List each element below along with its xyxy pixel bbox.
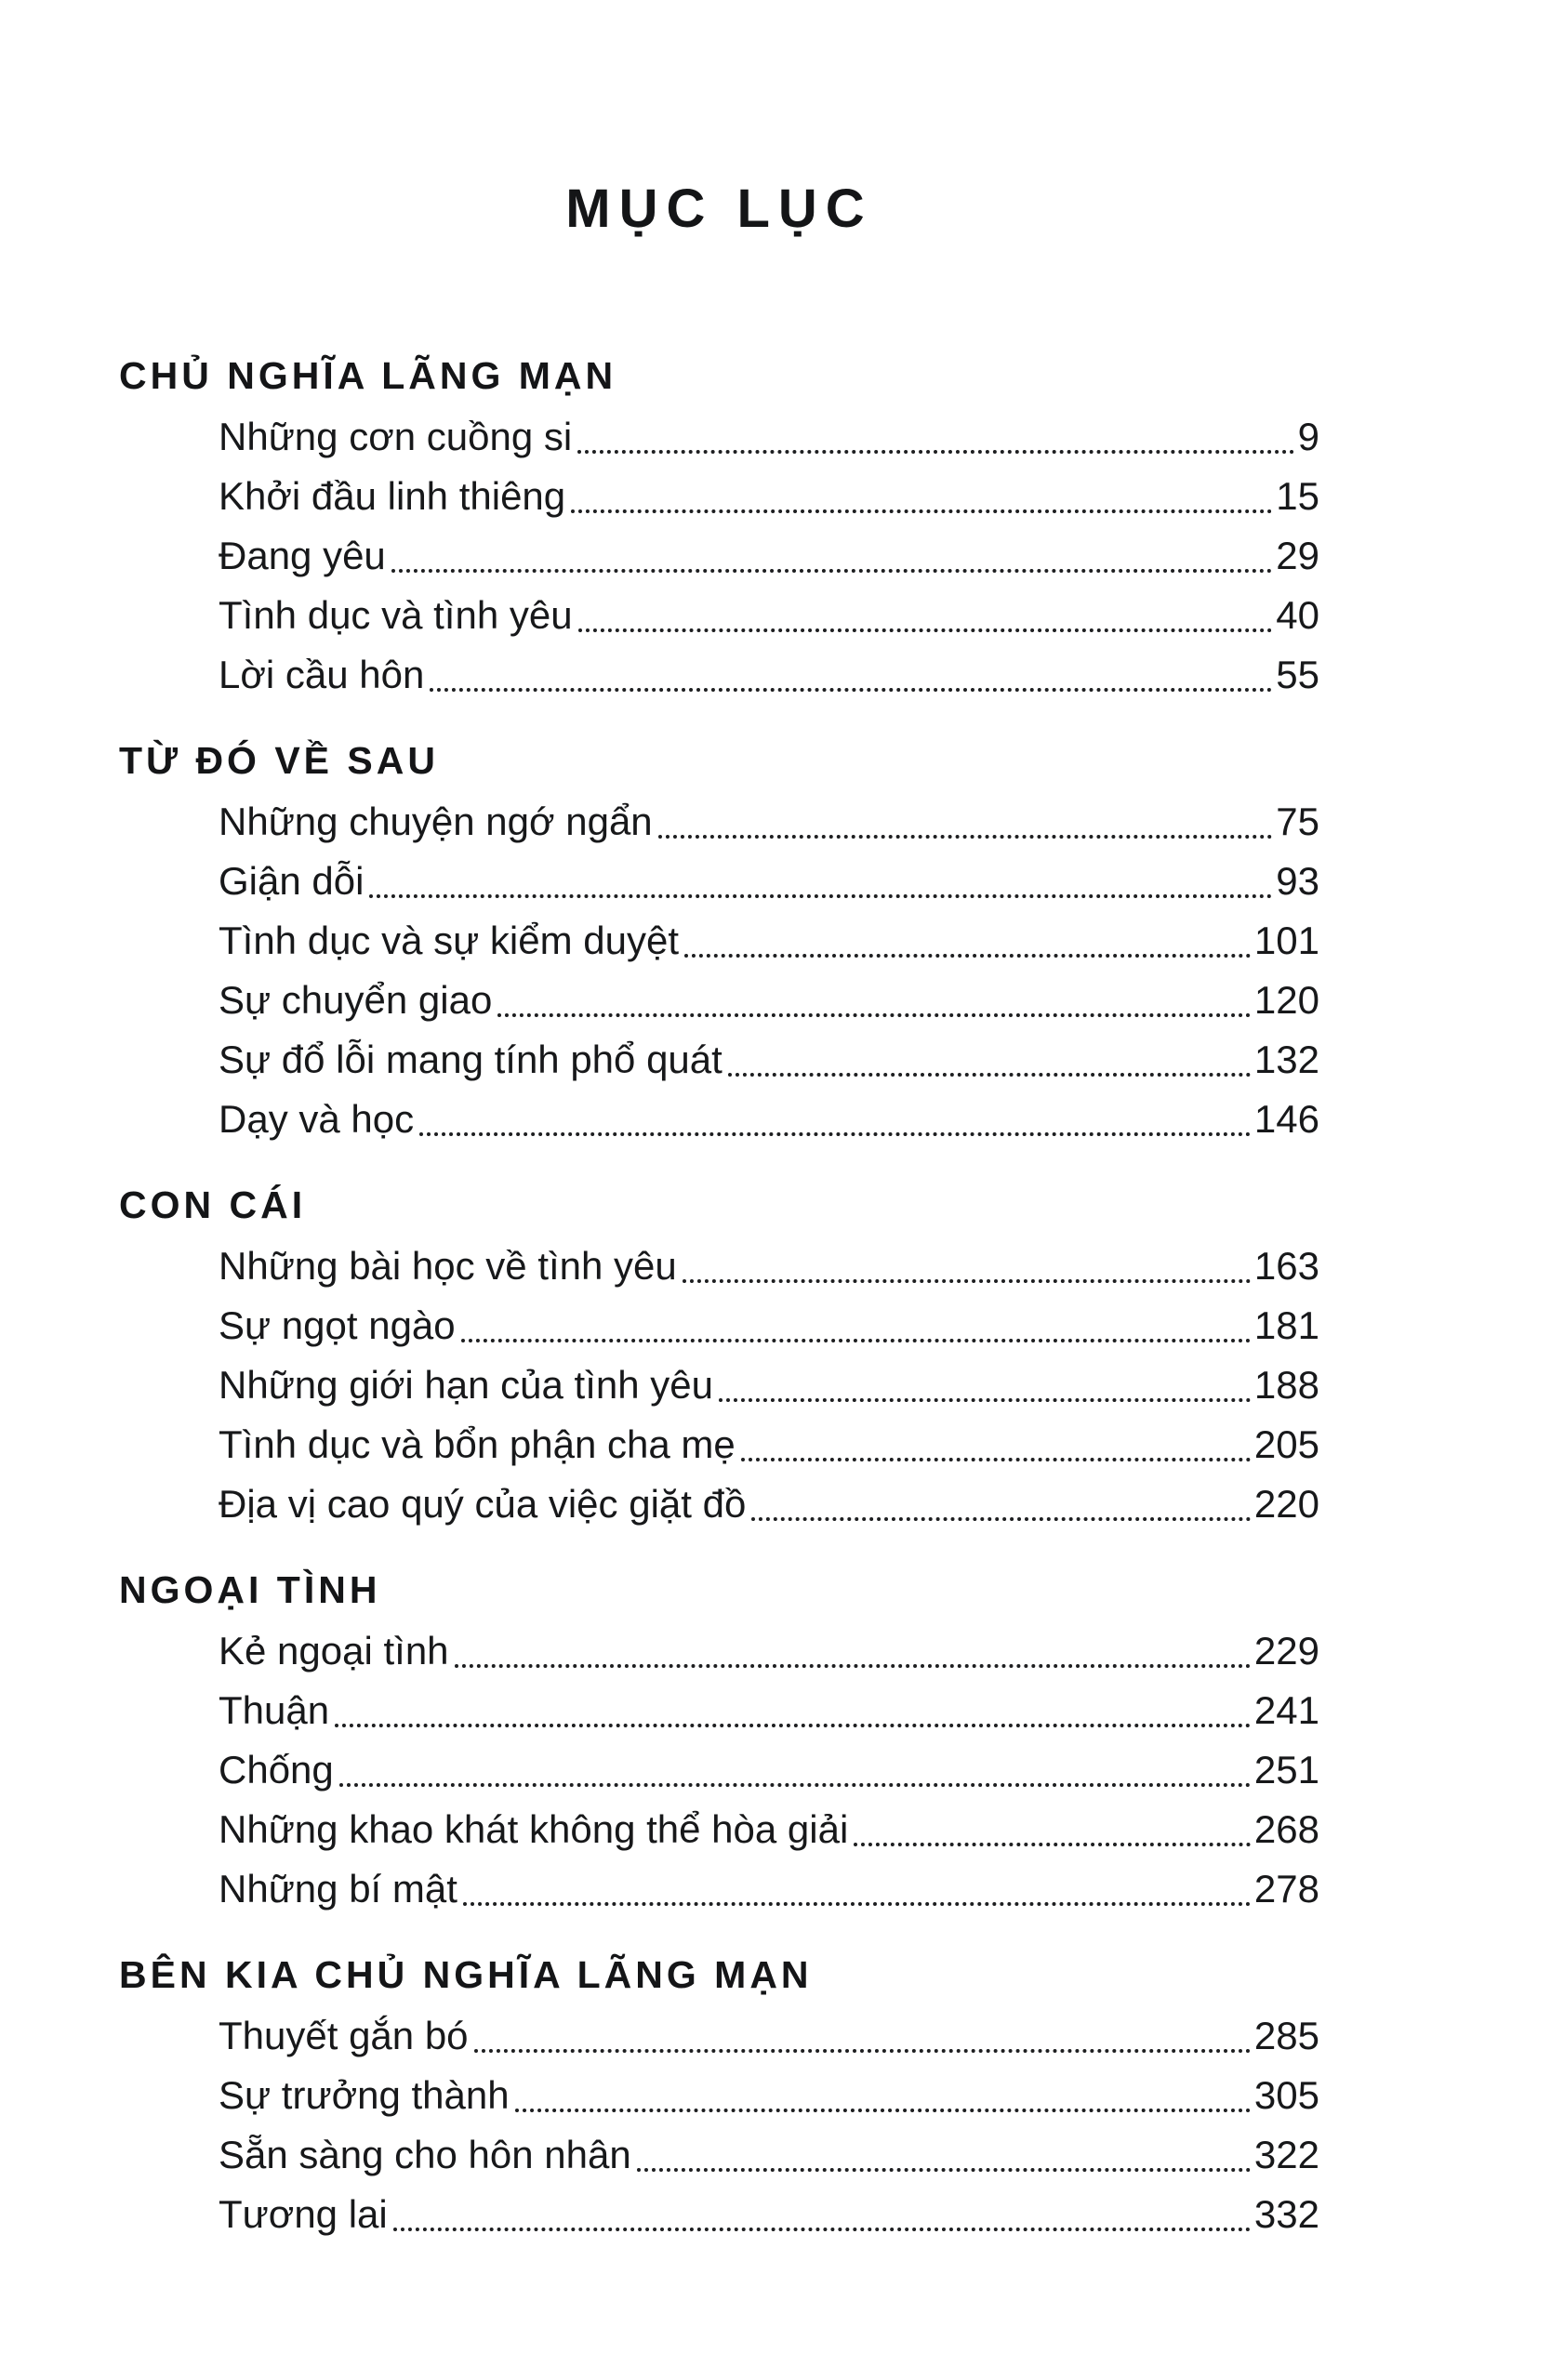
toc-entry: [219, 467, 1319, 526]
entry-page-number: 268: [1253, 1807, 1319, 1851]
entry-label: Những khao khát không thể hòa giải: [219, 1807, 849, 1851]
entry-page-number: 181: [1253, 1303, 1319, 1347]
dot-leader: [430, 688, 1272, 692]
dot-leader: [658, 835, 1273, 839]
dot-leader: [751, 1517, 1251, 1521]
toc-entry: [219, 1236, 1319, 1296]
dot-leader: [391, 569, 1272, 573]
entry-page-number: 146: [1253, 1097, 1319, 1141]
entry-label: Sự đổ lỗi mang tính phổ quát: [219, 1038, 722, 1081]
toc-entry: [219, 2185, 1319, 2244]
entry-page-number: 251: [1253, 1748, 1319, 1792]
dot-leader: [393, 2228, 1251, 2231]
dot-leader: [683, 1279, 1251, 1283]
toc-section: [119, 1560, 1319, 1919]
dot-leader: [684, 954, 1251, 958]
toc-entry: [219, 526, 1319, 586]
dot-leader: [419, 1132, 1251, 1136]
toc-entry: [219, 1740, 1319, 1800]
dot-leader: [474, 2049, 1251, 2053]
entry-page-number: 120: [1253, 978, 1319, 1022]
entry-label: Tình dục và sự kiểm duyệt: [219, 919, 679, 962]
toc-entry: [219, 2006, 1319, 2066]
entry-label: Chống: [219, 1748, 334, 1792]
entry-page-number: 205: [1253, 1422, 1319, 1466]
entry-page-number: 241: [1253, 1688, 1319, 1732]
entry-label: Sẵn sàng cho hôn nhân: [219, 2133, 631, 2176]
toc-section: [119, 346, 1319, 705]
entry-label: Lời cầu hôn: [219, 653, 425, 696]
entry-page-number: 9: [1297, 415, 1319, 458]
dot-leader: [455, 1664, 1251, 1668]
section-heading: CHỦ NGHĨA LÃNG MẠN: [119, 354, 617, 397]
toc-entry: [219, 1296, 1319, 1355]
entry-label: Khởi đầu linh thiêng: [219, 474, 566, 518]
dot-leader: [637, 2168, 1251, 2172]
toc-entry: [219, 1090, 1319, 1149]
dot-leader: [463, 1902, 1251, 1906]
entry-label: Những bí mật: [219, 1867, 457, 1911]
toc-entry: [219, 645, 1319, 705]
toc-section: [119, 731, 1319, 1149]
section-heading: CON CÁI: [119, 1183, 307, 1226]
toc-entry: [219, 1415, 1319, 1474]
toc-entry: [219, 1474, 1319, 1534]
toc-entry: [219, 911, 1319, 971]
entry-page-number: 101: [1253, 919, 1319, 962]
toc-entry: [219, 1355, 1319, 1415]
toc-section: [119, 1945, 1319, 2244]
entry-page-number: 220: [1253, 1482, 1319, 1526]
toc-entry: [219, 1030, 1319, 1090]
dot-leader: [571, 509, 1272, 513]
dot-leader: [339, 1783, 1251, 1787]
toc-entry: [219, 852, 1319, 911]
entry-label: Thuyết gắn bó: [219, 2014, 469, 2057]
entry-label: Tương lai: [219, 2192, 388, 2236]
section-heading: TỪ ĐÓ VỀ SAU: [119, 739, 439, 782]
entry-label: Tình dục và tình yêu: [219, 593, 573, 637]
entry-label: Sự trưởng thành: [219, 2073, 510, 2117]
toc-entry: [219, 971, 1319, 1030]
entry-label: Giận dỗi: [219, 859, 365, 903]
entry-page-number: 332: [1253, 2192, 1319, 2236]
dot-leader: [335, 1724, 1251, 1727]
dot-leader: [515, 2109, 1251, 2112]
dot-leader: [577, 450, 1293, 454]
dot-leader: [578, 628, 1273, 632]
entry-page-number: 229: [1253, 1629, 1319, 1673]
toc-entry: [219, 1859, 1319, 1919]
entry-label: Những giới hạn của tình yêu: [219, 1363, 713, 1407]
dot-leader: [741, 1458, 1251, 1461]
entry-page-number: 278: [1253, 1867, 1319, 1911]
toc-entry: [219, 407, 1319, 467]
entry-label: Những bài học về tình yêu: [219, 1244, 677, 1288]
section-heading: NGOẠI TÌNH: [119, 1568, 381, 1611]
entry-label: Sự ngọt ngào: [219, 1303, 456, 1347]
dot-leader: [461, 1339, 1251, 1342]
toc-entry: [219, 1800, 1319, 1859]
dot-leader: [369, 894, 1272, 898]
entry-label: Sự chuyển giao: [219, 978, 493, 1022]
entry-page-number: 163: [1253, 1244, 1319, 1288]
entry-label: Dạy và học: [219, 1097, 415, 1141]
toc-section: [119, 1175, 1319, 1534]
section-heading: BÊN KIA CHỦ NGHĨA LÃNG MẠN: [119, 1953, 813, 1996]
entry-page-number: 93: [1276, 859, 1319, 903]
entry-page-number: 188: [1253, 1363, 1319, 1407]
entry-page-number: 55: [1276, 653, 1319, 696]
entry-page-number: 15: [1276, 474, 1319, 518]
entry-page-number: 75: [1276, 800, 1319, 843]
dot-leader: [497, 1013, 1251, 1017]
toc-entry: [219, 1681, 1319, 1740]
entry-page-number: 322: [1253, 2133, 1319, 2176]
toc-entry: [219, 792, 1319, 852]
entry-label: Những chuyện ngớ ngẩn: [219, 800, 653, 843]
entry-label: Tình dục và bổn phận cha mẹ: [219, 1422, 736, 1466]
toc-entry: [219, 2125, 1319, 2185]
entry-page-number: 285: [1253, 2014, 1319, 2057]
entry-page-number: 29: [1276, 534, 1319, 577]
entry-label: Kẻ ngoại tình: [219, 1629, 449, 1673]
toc-sections: [119, 346, 1319, 2244]
page-title: MỤC LỤC: [565, 178, 873, 239]
entry-page-number: 305: [1253, 2073, 1319, 2117]
entry-label: Thuận: [219, 1688, 330, 1732]
entry-label: Đang yêu: [219, 534, 386, 577]
dot-leader: [728, 1073, 1251, 1077]
entry-label: Địa vị cao quý của việc giặt đồ: [219, 1482, 747, 1526]
toc-entry: [219, 586, 1319, 645]
entry-page-number: 132: [1253, 1038, 1319, 1081]
toc-entry: [219, 1621, 1319, 1681]
dot-leader: [854, 1843, 1251, 1846]
toc-entry: [219, 2066, 1319, 2125]
entry-page-number: 40: [1276, 593, 1319, 637]
entry-label: Những cơn cuồng si: [219, 415, 573, 458]
dot-leader: [719, 1398, 1251, 1402]
